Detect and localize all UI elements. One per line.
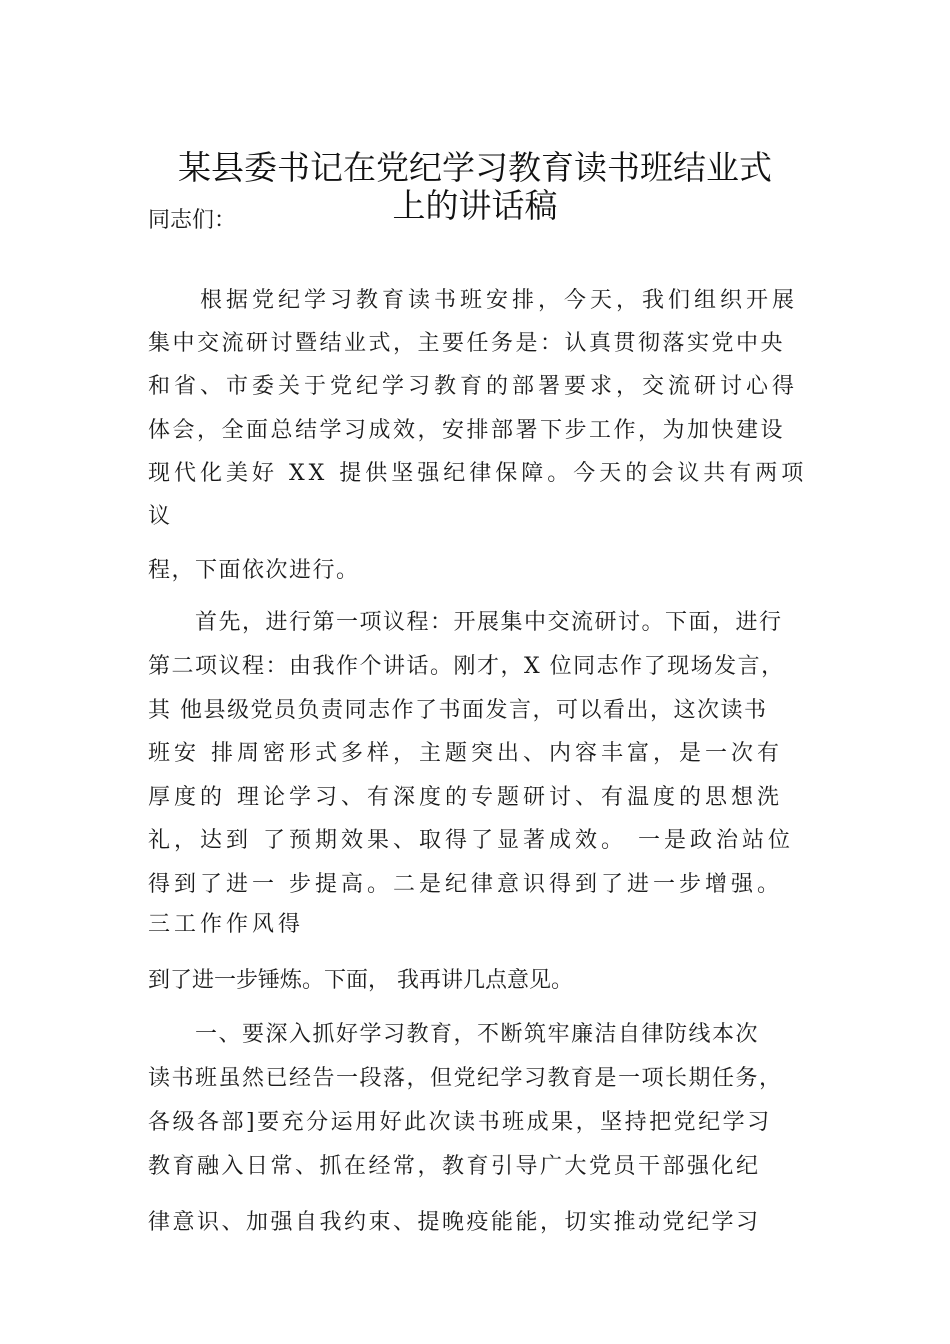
body-line: 礼，达到 了预期效果、取得了显著成效。 一是政治站位 <box>148 828 794 853</box>
body-line: 得到了进一 步提高。二是纪律意识得到了进一步增强。 <box>148 872 783 897</box>
body-line: 一、要深入抓好学习教育，不断筑牢廉洁自律防线本次 <box>148 1022 760 1047</box>
body-line: 集中交流研讨暨结业式，主要任务是：认真贯彻落实党中央 <box>148 331 786 356</box>
body-line: 首先，进行第一项议程：开展集中交流研讨。下面，进行 <box>148 610 783 635</box>
body-line: 程，下面依次进行。 <box>148 558 360 583</box>
body-line: 班安 排周密形式多样，主题突出、内容丰富，是一次有 <box>148 741 783 766</box>
body-line: 第二项议程：由我作个讲话。刚才，X 位同志作了现场发言， <box>148 654 785 679</box>
body-line: 根据党纪学习教育读书班安排，今天，我们组织开展 <box>148 288 799 313</box>
body-line: 读书班虽然已经告一段落，但党纪学习教育是一项长期任务， <box>148 1066 783 1091</box>
body-line: 体会，全面总结学习成效，安排部署下步工作，为加快建设 <box>148 418 786 443</box>
body-line: 厚度的 理论学习、有深度的专题研讨、有温度的思想洗 <box>148 785 783 810</box>
body-line: 各级各部]要充分运用好此次读书班成果，坚持把党纪学习 <box>148 1110 772 1135</box>
document-title-line-2: 上的讲话稿 <box>392 186 558 225</box>
body-line: 现代化美好 XX 提供坚强纪律保障。今天的会议共有两项 <box>148 461 808 486</box>
body-line: 三工作作风得 <box>148 912 305 937</box>
document-title-line-1: 某县委书记在党纪学习教育读书班结业式 <box>178 148 772 187</box>
body-line: 律意识、加强自我约束、提晚疫能能，切实推动党纪学习 <box>148 1210 761 1235</box>
body-line: 议 <box>148 504 171 529</box>
salutation: 同志们： <box>148 208 237 233</box>
body-line: 和省、市委关于党纪学习教育的部署要求，交流研讨心得 <box>148 374 799 399</box>
body-line: 到了进一步锤炼。下面， 我再讲几点意见。 <box>148 968 573 993</box>
body-line: 教育融入日常、抓在经常，教育引导广大党员干部强化纪 <box>148 1154 761 1179</box>
body-line: 其 他县级党员负责同志作了书面发言，可以看出，这次读书 <box>148 698 768 723</box>
